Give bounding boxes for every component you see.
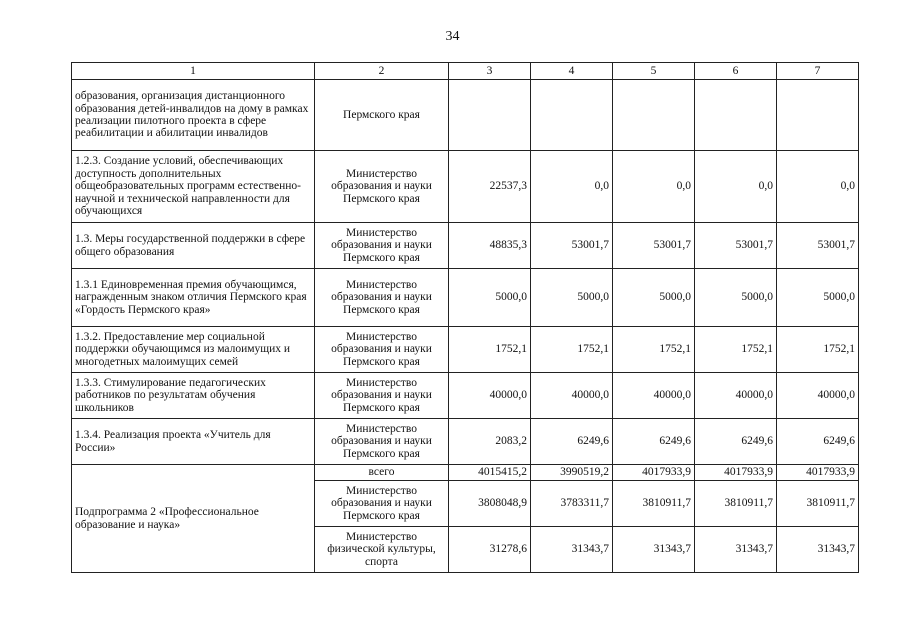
- row-value: 31343,7: [777, 527, 859, 573]
- table-row: [72, 269, 859, 327]
- row-value: 3810911,7: [613, 481, 695, 527]
- row-value: 48835,3: [449, 223, 531, 269]
- row-value: 31343,7: [613, 527, 695, 573]
- row-responsible: всего: [315, 465, 449, 481]
- row-value: 3810911,7: [695, 481, 777, 527]
- page-number: 34: [445, 29, 460, 44]
- row-value: 6249,6: [695, 419, 777, 465]
- table-row: [72, 373, 859, 419]
- column-header: 7: [777, 63, 859, 80]
- row-value: 3990519,2: [531, 465, 613, 481]
- column-header: 5: [613, 63, 695, 80]
- row-value: 3783311,7: [531, 481, 613, 527]
- row-value: 4017933,9: [695, 465, 777, 481]
- row-responsible: Пермского края: [315, 80, 449, 151]
- row-value: 4017933,9: [777, 465, 859, 481]
- column-header: 2: [315, 63, 449, 80]
- row-value: 40000,0: [613, 373, 695, 419]
- column-header: 4: [531, 63, 613, 80]
- row-responsible: Министерство образования и науки Пермского края: [315, 327, 449, 373]
- table-row: [72, 327, 859, 373]
- row-value: 31343,7: [695, 527, 777, 573]
- row-value: 53001,7: [613, 223, 695, 269]
- row-value: 6249,6: [613, 419, 695, 465]
- row-value: 0,0: [695, 151, 777, 223]
- column-header: 3: [449, 63, 531, 80]
- row-value: 3808048,9: [449, 481, 531, 527]
- row-value: 0,0: [777, 151, 859, 223]
- row-value: 1752,1: [695, 327, 777, 373]
- row-value: 53001,7: [777, 223, 859, 269]
- row-value: 1752,1: [449, 327, 531, 373]
- row-value: 40000,0: [531, 373, 613, 419]
- row-value: 3810911,7: [777, 481, 859, 527]
- row-value: 6249,6: [777, 419, 859, 465]
- row-value: 40000,0: [777, 373, 859, 419]
- row-value: 6249,6: [531, 419, 613, 465]
- row-name: 1.3. Меры государственной поддержки в сфере общего образования: [72, 223, 315, 269]
- row-responsible: Министерство образования и науки Пермского края: [315, 373, 449, 419]
- row-value: [695, 80, 777, 151]
- column-header: 1: [72, 63, 315, 80]
- row-value: 4015415,2: [449, 465, 531, 481]
- row-value: 5000,0: [613, 269, 695, 327]
- row-value: 5000,0: [777, 269, 859, 327]
- row-name: 1.3.4. Реализация проекта «Учитель для России»: [72, 419, 315, 465]
- row-name: 1.3.3. Стимулирование педагогических работников по результатам обучения школьников: [72, 373, 315, 419]
- row-value: 40000,0: [449, 373, 531, 419]
- row-value: 5000,0: [449, 269, 531, 327]
- row-value: 53001,7: [531, 223, 613, 269]
- subprogram-name: Подпрограмма 2 «Профессиональное образование и наука»: [72, 465, 315, 573]
- row-value: 0,0: [531, 151, 613, 223]
- row-responsible: Министерство образования и науки Пермского края: [315, 481, 449, 527]
- row-name: 1.3.2. Предоставление мер социальной поддержки обучающимся из малоимущих и многодетных малоимущих семей: [72, 327, 315, 373]
- row-value: [449, 80, 531, 151]
- table-row: [72, 223, 859, 269]
- row-value: 2083,2: [449, 419, 531, 465]
- row-value: 5000,0: [695, 269, 777, 327]
- row-value: 31343,7: [531, 527, 613, 573]
- row-value: 0,0: [613, 151, 695, 223]
- row-value: [777, 80, 859, 151]
- row-responsible: Министерство образования и науки Пермского края: [315, 223, 449, 269]
- row-responsible: Министерство образования и науки Пермского края: [315, 269, 449, 327]
- row-value: 1752,1: [531, 327, 613, 373]
- row-value: 22537,3: [449, 151, 531, 223]
- table-header-row: [72, 63, 859, 80]
- row-value: 1752,1: [613, 327, 695, 373]
- row-value: 5000,0: [531, 269, 613, 327]
- row-value: 4017933,9: [613, 465, 695, 481]
- table-row: [72, 80, 859, 151]
- row-value: 40000,0: [695, 373, 777, 419]
- row-name: образования, организация дистанционного образования детей-инвалидов на дому в рамках реализации пилотного проекта в сфере реабилитации и абилитации инвалидов: [72, 80, 315, 151]
- row-value: [531, 80, 613, 151]
- row-value: 31278,6: [449, 527, 531, 573]
- table-row: [72, 151, 859, 223]
- row-responsible: Министерство образования и науки Пермского края: [315, 151, 449, 223]
- row-value: 1752,1: [777, 327, 859, 373]
- row-name: 1.3.1 Единовременная премия обучающимся, награжденным знаком отличия Пермского края «Гордость Пермского края»: [72, 269, 315, 327]
- row-responsible: Министерство физической культуры, спорта: [315, 527, 449, 573]
- budget-table: [71, 62, 859, 573]
- column-header: 6: [695, 63, 777, 80]
- row-value: 53001,7: [695, 223, 777, 269]
- row-responsible: Министерство образования и науки Пермского края: [315, 419, 449, 465]
- row-name: 1.2.3. Создание условий, обеспечивающих доступность дополнительных общеобразовательных программ естественно-научной и технической направленности для обучающихся: [72, 151, 315, 223]
- row-value: [613, 80, 695, 151]
- table-row: [72, 419, 859, 465]
- subprogram-row: [72, 465, 859, 481]
